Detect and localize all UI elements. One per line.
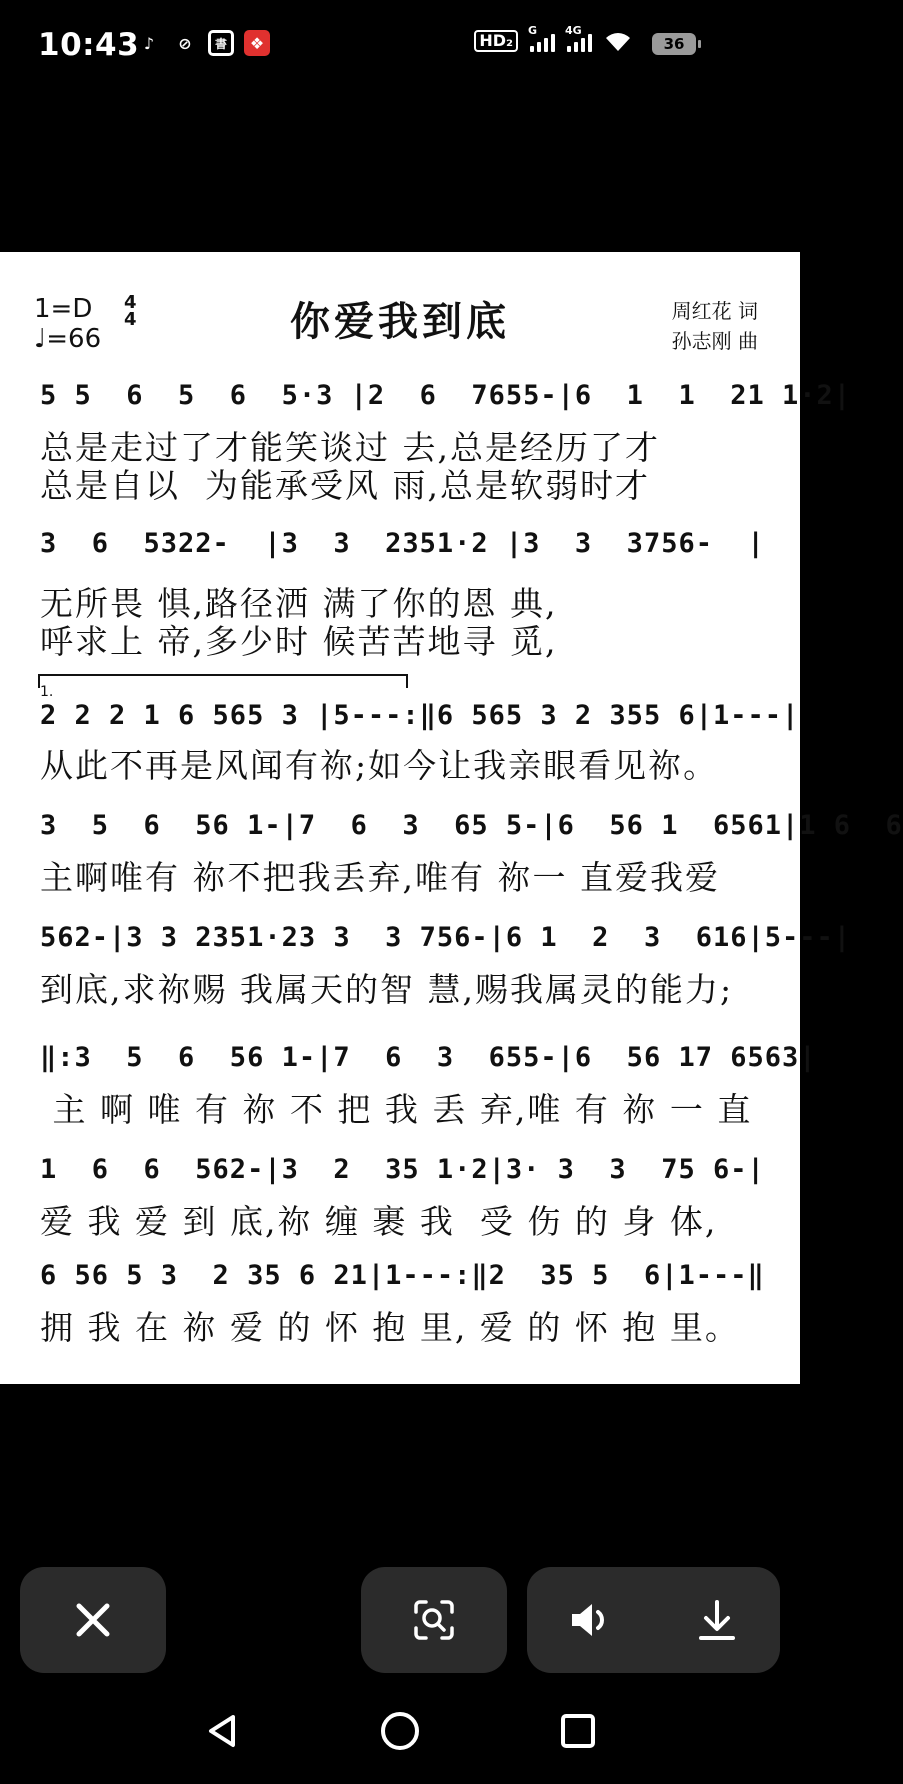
recents-square-icon [559, 1712, 597, 1750]
status-bar [0, 0, 800, 96]
close-icon [69, 1596, 117, 1644]
notation-line: ‖:3 5 6 56 1-|7 6 3 655-|6 56 17 6563| [40, 1042, 817, 1073]
reader-app-icon: 書 [208, 30, 234, 56]
credits [672, 296, 758, 356]
home-circle-icon [379, 1710, 421, 1752]
navigation-bar [0, 1690, 800, 1784]
battery-icon: 36 [652, 33, 696, 55]
tiktok-icon: ♪ [143, 33, 155, 53]
gift-app-icon: ❖ [244, 30, 270, 56]
download-icon[interactable] [693, 1596, 741, 1644]
tempo-marking: ♩=66 [34, 324, 102, 354]
lyric-line: 无所畏 惧,路径洒 满了你的恩 典, [40, 584, 558, 623]
signal-4g-icon: 4G [567, 30, 592, 52]
speaker-icon[interactable] [566, 1596, 614, 1644]
notation-line: 5 5 6 5 6 5·3 |2 6 7655-|6 1 1 21 1·2| [40, 380, 852, 411]
lyric-line: 主 啊 唯 有 祢 不 把 我 丢 弃,唯 有 祢 一 直 [40, 1090, 753, 1129]
home-button[interactable] [375, 1706, 425, 1756]
song-title: 你爱我到底 [290, 298, 510, 345]
key-signature: 1=D [34, 294, 93, 324]
notation-line: 562-|3 3 2351·23 3 3 756-|6 1 2 3 616|5---| [40, 922, 852, 953]
back-button[interactable] [198, 1706, 248, 1756]
composer: 孙志刚 曲 [671, 329, 758, 353]
wifi-icon [604, 30, 632, 52]
lyric-line: 总是走过了才能笑谈过 去,总是经历了才 [40, 428, 660, 467]
sheet-music-image[interactable] [0, 252, 903, 1384]
notation-line: 6 56 5 3 2 35 6 21|1---:‖2 35 5 6|1---‖ [40, 1260, 765, 1291]
link-app-icon: ⊘ [178, 33, 192, 53]
volta-bracket [38, 674, 408, 688]
lyricist: 周红花 词 [671, 299, 758, 323]
lyric-line: 到底,求祢赐 我属天的智 慧,赐我属灵的能力; [40, 970, 734, 1009]
recents-button[interactable] [553, 1706, 603, 1756]
volta-number: 1. [40, 684, 54, 700]
lens-search-icon [410, 1596, 458, 1644]
time-signature: 4 4 [124, 292, 137, 330]
signal-icon: G [530, 30, 555, 52]
notification-icons [136, 30, 270, 56]
lyric-line: 拥 我 在 祢 爱 的 怀 抱 里, 爱 的 怀 抱 里。 [40, 1308, 740, 1347]
lyric-line: 总是自以 为能承受风 雨,总是软弱时才 [40, 466, 650, 505]
notation-line: 3 5 6 56 1-|7 6 3 65 5-|6 56 1 6561|1 6 6 [40, 810, 903, 841]
status-indicators [474, 24, 632, 52]
status-time: 10:43 [38, 27, 140, 63]
notation-line: 1 6 6 562-|3 2 35 1·2|3· 3 3 75 6-| [40, 1154, 765, 1185]
notation-line: 2 2 2 1 6 565 3 |5---:‖6 565 3 2 355 6|1---| [40, 700, 800, 731]
back-triangle-icon [203, 1711, 243, 1751]
lyric-line: 爱 我 爱 到 底,祢 缠 裹 我 受 伤 的 身 体, [40, 1202, 718, 1241]
lyric-line: 从此不再是风闻有祢;如今让我亲眼看见祢。 [40, 746, 719, 785]
media-actions [527, 1567, 780, 1673]
visual-search-button[interactable] [361, 1567, 507, 1673]
hd-voice-icon: HD₂ [474, 30, 518, 52]
notation-line: 3 6 5322- |3 3 2351·2 |3 3 3756- | [40, 528, 765, 559]
lyric-line: 呼求上 帝,多少时 候苦苦地寻 觅, [40, 622, 558, 661]
close-button[interactable] [20, 1567, 166, 1673]
lyric-line: 主啊唯有 祢不把我丢弃,唯有 祢一 直爱我爱 [40, 858, 720, 897]
